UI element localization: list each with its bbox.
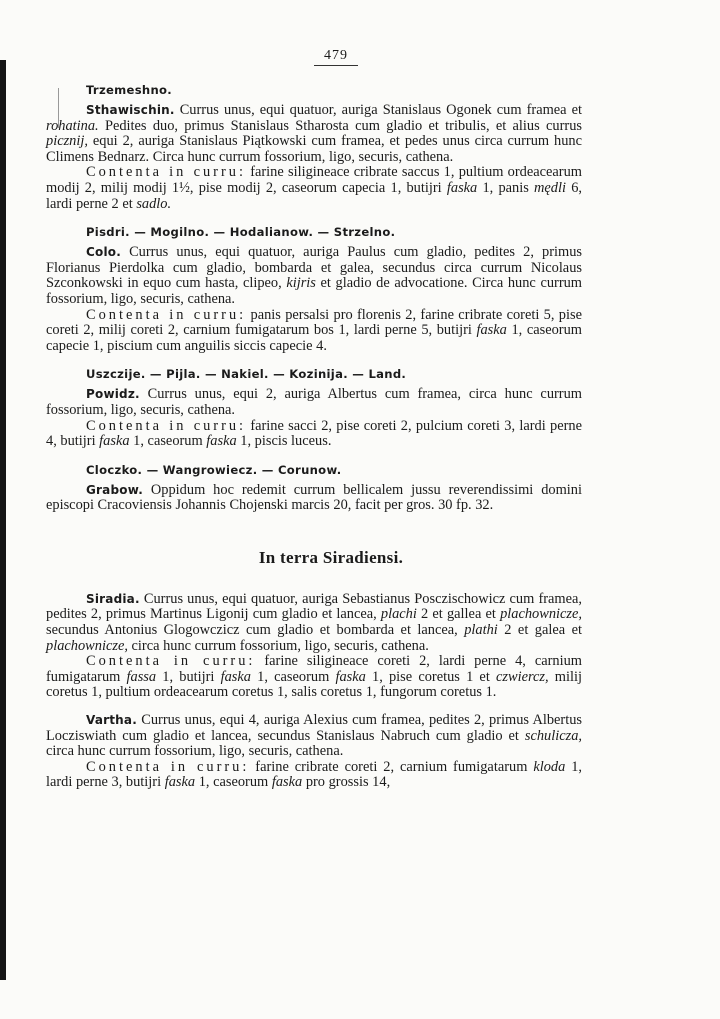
entry-place-name: Siradia. (86, 591, 140, 606)
entry-text: 1, panis (477, 179, 535, 196)
italic-term: faska (271, 774, 303, 791)
entry-block (46, 103, 582, 212)
entry-block (46, 245, 582, 354)
italic-term: faska (220, 668, 251, 685)
italic-term: czwiercz, (496, 668, 549, 685)
entry-text: Currus unus, equi 2, auriga Albertus cum framea, circa hunc currum fossorium, ligo, securis, cathena. (46, 386, 582, 418)
entry-text: 2 et gallea et (416, 606, 501, 623)
entry-text: 6, lardi perne 2 et (46, 179, 583, 212)
entry-text: secundus Antonius Glogowczicz cum gladio et bombarda et lancea, (46, 622, 465, 639)
entry-text: circa hunc currum fossorium, ligo, securis, cathena. (127, 637, 429, 654)
entry-paragraph (46, 245, 582, 307)
italic-term: kijris (286, 275, 316, 292)
italic-term: faska (476, 322, 507, 339)
entry-text: farine siligineace coreti 2, lardi perne 4, carnium fumigatarum (46, 653, 582, 685)
italic-term: fassa (126, 668, 157, 685)
entry-text: pro grossis 14, (302, 774, 391, 791)
entry-block (46, 592, 582, 701)
italic-term: schulicza, (524, 727, 582, 744)
location-heading: Trzemeshno. (86, 83, 172, 97)
contenta-label: Contenta in curru: (86, 758, 250, 775)
entry-text: farine sacci 2, pise coreti 2, pulcium coreti 3, lardi perne 4, butijri (46, 417, 582, 450)
italic-term: faska (164, 774, 196, 791)
entry-text: 1, piscis luceus. (236, 433, 332, 450)
entry-place-name: Colo. (86, 245, 121, 260)
entry-paragraph (46, 654, 582, 701)
entry-text: Pedites duo, primus Stanislaus Stharosta cum gladio et tribulis, et alius currus (98, 117, 582, 134)
page-number: 479 (90, 48, 582, 64)
entry-paragraph (46, 387, 582, 418)
entry-block (46, 387, 582, 449)
entry-text: 1, caseorum (129, 433, 207, 450)
entry-paragraph (46, 760, 582, 791)
entry-block (46, 483, 582, 514)
italic-term: sadlo. (136, 195, 172, 212)
contenta-label: Contenta in curru: (86, 306, 247, 323)
italic-term: plachownicze, (500, 606, 582, 623)
entry-paragraph (46, 308, 582, 355)
contenta-label: Contenta in curru: (86, 653, 256, 670)
entry-text: 2 et galea et (497, 622, 582, 639)
entry-paragraph (46, 592, 582, 654)
entry-place-name: Powidz. (86, 387, 140, 402)
document-body (46, 82, 582, 791)
entry-text: 1, lardi perne 3, butijri (46, 758, 583, 791)
italic-term: faska (206, 433, 237, 450)
entry-block (46, 713, 582, 791)
italic-term: plachi (380, 606, 417, 623)
entry-text: 1, pise coretus 1 et (365, 668, 496, 685)
italic-term: rohatina. (46, 117, 99, 134)
italic-term: faska (446, 179, 478, 196)
entry-text: Currus unus, equi 4, auriga Alexius cum framea, pedites 2, primus Albertus Locziswiath cum gladio et lancea, secundus Stanislaus Nabruch cum gladio et (46, 712, 582, 744)
contenta-label: Contenta in curru: (86, 164, 246, 181)
entry-paragraph (46, 713, 582, 760)
entry-text: Currus unus, equi quatuor, auriga Sebastianus Posczischowicz cum framea, pedites 2, primus Martinus Ligonij cum gladio et lancea, (46, 590, 582, 623)
entry-text: et gladio de advocatione. Circa hunc currum fossorium, ligo, securis, cathena. (46, 275, 582, 307)
entry-place-name: Sthawischin. (86, 103, 175, 117)
italic-term: kloda (533, 758, 566, 775)
italic-term: faska (335, 668, 366, 685)
entry-text: 1, caseorum capecie 1, piscium cum anguilis siccis capecie 4. (46, 322, 582, 354)
entry-text: equi 2, auriga Stanislaus Piątkowski cum framea, et pedes unus circa currum hunc Climens Bednarz. Circa hunc currum fossorium, ligo, securis, cathena. (46, 133, 582, 165)
entry-text: Currus unus, equi quatuor, auriga Paulus cum gladio, pedites 2, primus Florianus Pierdolka cum gladio, bombarda et galea, secundus circa currum Nicolaus Szconkowski in equo cum hasta, clipeo, (46, 244, 582, 292)
italic-term: plachownicze, (46, 637, 128, 654)
entry-text: farine siligineace cribrate saccus 1, pultium ordeacearum modij 2, milij modij 1½, pise modij 2, caseorum capecia 1, butijri (46, 164, 582, 196)
entry-text: milij coretus 1, pultium ordeacearum coretus 1, salis coretus 1, fungorum coretus 1. (46, 668, 582, 701)
entry-text: farine cribrate coreti 2, carnium fumigatarum (249, 758, 534, 775)
entry-paragraph (46, 483, 582, 514)
location-heading: Uszczije. — Pijla. — Nakiel. — Kozinija. — Land. (86, 367, 407, 382)
italic-term: mędli (534, 179, 567, 196)
contenta-label: Contenta in curru: (86, 417, 247, 434)
italic-term: picznij, (46, 133, 88, 150)
entry-text: 1, butijri (156, 668, 221, 685)
entry-text: Oppidum hoc redemit currum bellicalem jussu reverendissimi domini episcopi Cracoviensis Johannis Chojenski marcis 20, facit per gros. 30 fp. 32. (46, 481, 582, 514)
entry-paragraph (46, 103, 582, 165)
italic-term: plathi (464, 622, 498, 639)
entry-paragraph (46, 419, 582, 450)
entry-text: circa hunc currum fossorium, ligo, securis, cathena. (46, 743, 344, 760)
scan-edge-bar (0, 60, 6, 980)
section-title: In terra Siradiensi. (258, 547, 404, 567)
entry-place-name: Grabow. (86, 482, 143, 497)
location-heading: Pisdri. — Mogilno. — Hodalianow. — Strzelno. (86, 225, 396, 240)
entry-text: Currus unus, equi quatuor, auriga Stanislaus Ogonek cum framea et (174, 102, 582, 118)
entry-paragraph (46, 165, 582, 212)
entry-text: panis persalsi pro florenis 2, farine cribrate coreti 5, pise coreti 2, milij coreti 2, carnium fumigatarum bos 1, lardi perne 5, butijri (46, 306, 582, 339)
location-heading: Cloczko. — Wangrowiecz. — Corunow. (86, 462, 342, 477)
document-page (46, 48, 582, 803)
entry-place-name: Vartha. (86, 713, 137, 728)
italic-term: faska (99, 433, 130, 450)
entry-text: 1, caseorum (195, 774, 272, 791)
entry-text: 1, caseorum (251, 668, 336, 685)
